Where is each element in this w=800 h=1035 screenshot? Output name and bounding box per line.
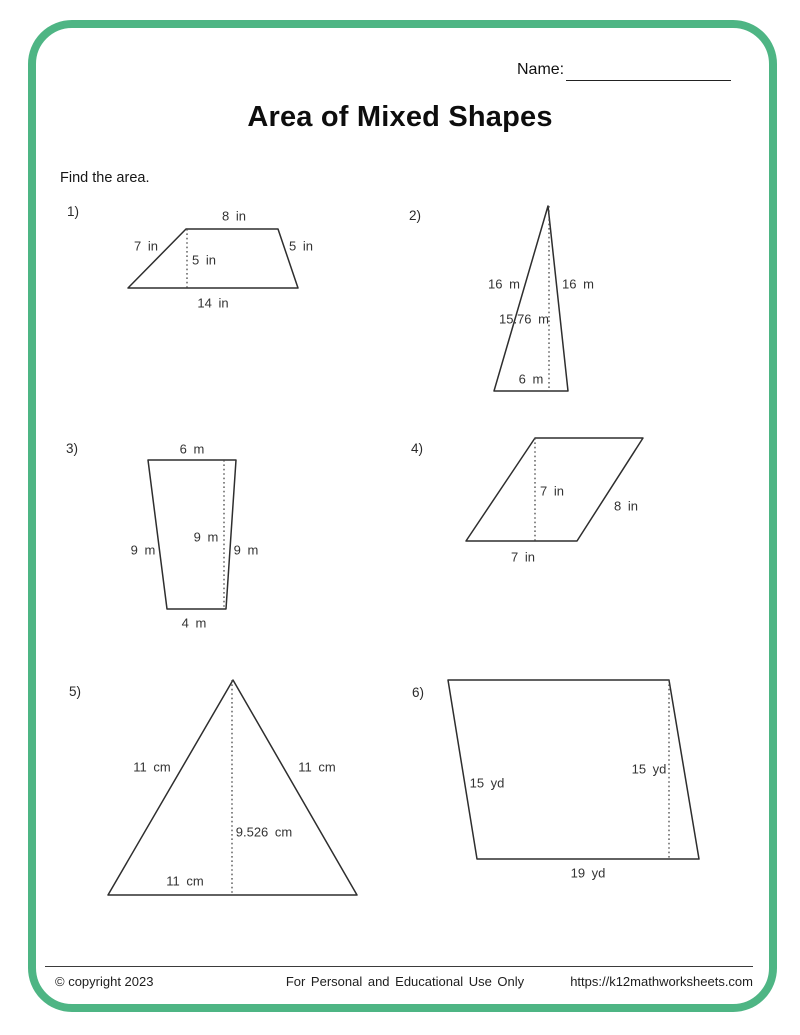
p4-height-label: 7 in — [540, 483, 564, 499]
p1-top-label: 8 in — [222, 208, 246, 224]
p3-bottom-label: 4 m — [181, 615, 207, 631]
problem-1-number: 1) — [67, 204, 80, 219]
p2-left-label: 16 m — [488, 276, 520, 292]
problem-2-number: 2) — [409, 208, 422, 223]
page-title: Area of Mixed Shapes — [247, 101, 553, 133]
p1-bottom-label: 14 in — [197, 295, 229, 311]
p3-trapezoid-shape — [148, 460, 236, 609]
usage-text: For Personal and Educational Use Only — [285, 974, 525, 989]
p1-left-label: 7 in — [134, 238, 158, 254]
problem-3-number: 3) — [66, 441, 79, 456]
p5-left-label: 11 cm — [133, 759, 171, 775]
instruction-text: Find the area. — [60, 170, 150, 186]
problem-5-number: 5) — [69, 684, 82, 699]
footer-divider — [45, 966, 753, 967]
name-blank-line — [566, 62, 731, 81]
p5-height-label: 9.526 cm — [235, 824, 293, 840]
p1-height-label: 5 in — [192, 252, 216, 268]
copyright-text: © copyright 2023 — [55, 974, 154, 989]
name-label: Name: — [517, 61, 565, 78]
problem-4-number: 4) — [411, 441, 424, 456]
p3-left-label: 9 m — [130, 542, 156, 558]
p6-right-label: 15 yd — [631, 761, 667, 777]
p6-bottom-label: 19 yd — [570, 865, 606, 881]
p2-height-label: 15.76 m — [499, 311, 549, 327]
p5-right-label: 11 cm — [298, 759, 336, 775]
p2-triangle-shape — [494, 206, 568, 391]
p5-bottom-label: 11 cm — [166, 873, 204, 889]
p3-top-label: 6 m — [179, 441, 205, 457]
p3-height-label: 9 m — [193, 529, 219, 545]
p2-right-label: 16 m — [562, 276, 594, 292]
problem-6-number: 6) — [412, 685, 425, 700]
site-url: https://k12mathworksheets.com — [570, 974, 753, 989]
p6-left-label: 15 yd — [469, 775, 505, 791]
p4-bottom-label: 7 in — [511, 549, 535, 565]
p1-right-label: 5 in — [289, 238, 313, 254]
p2-bottom-label: 6 m — [518, 371, 544, 387]
p4-right-label: 8 in — [614, 498, 638, 514]
p3-right-label: 9 m — [233, 542, 259, 558]
